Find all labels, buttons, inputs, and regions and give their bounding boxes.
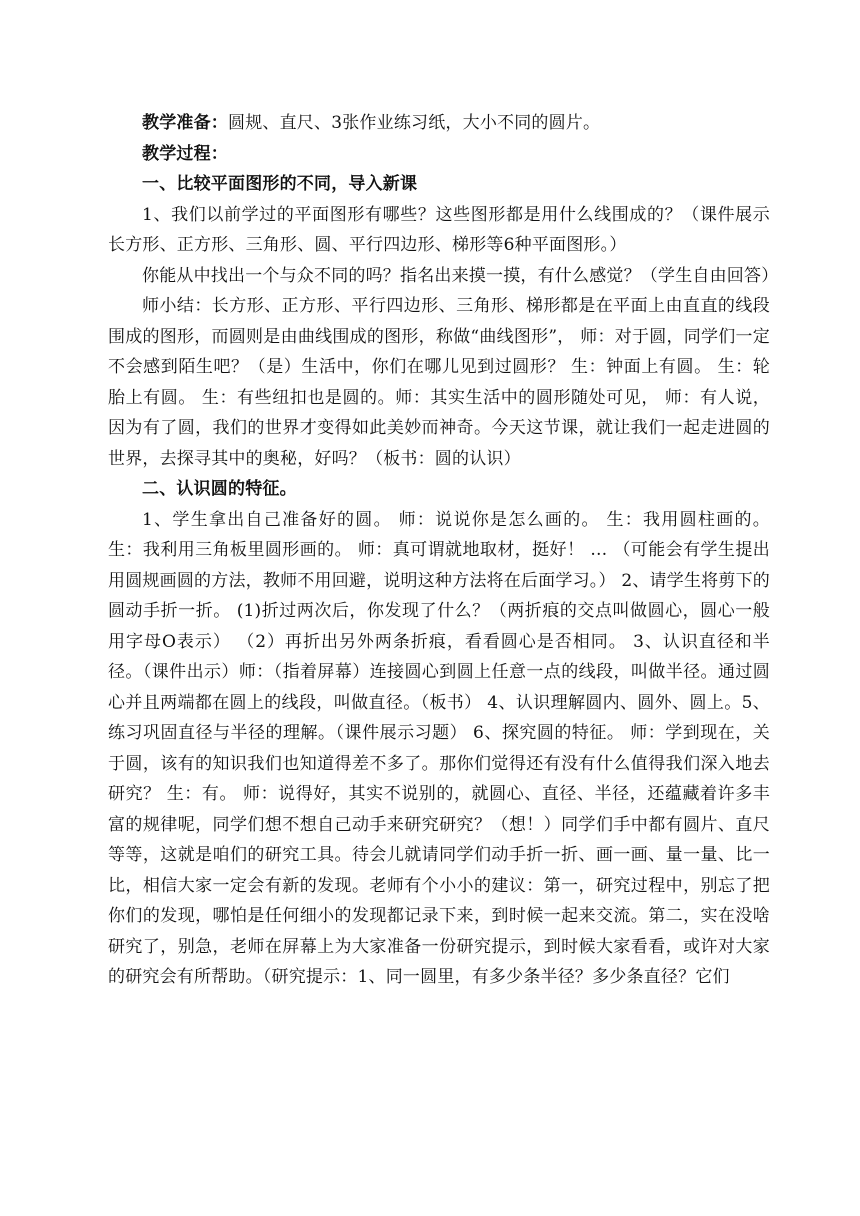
section-1-heading: 一、比较平面图形的不同，导入新课 bbox=[142, 174, 418, 194]
paragraph-1: 1、我们以前学过的平面图形有哪些？这些图形都是用什么线围成的？（课件展示长方形、正方形、三角形、圆、平行四边形、梯形等6种平面图形。） bbox=[108, 204, 770, 255]
preparation-text: 圆规、直尺、3张作业练习纸，大小不同的圆片。 bbox=[228, 113, 601, 133]
preparation-label: 教学准备： bbox=[142, 113, 228, 133]
section-2-heading: 二、认识圆的特征。 bbox=[142, 479, 297, 499]
paragraph-3: 师小结：长方形、正方形、平行四边形、三角形、梯形都是在平面上由直直的线段围成的图形，而圆则是由曲线围成的图形，称做“曲线图形”， 师：对于圆，同学们一定不会感到陌生吧？（是）生活中，你们在哪儿见到过圆形？ 生：钟面上有圆。 生：轮胎上有圆。 生：有些纽扣也是圆的。师：其实生活中的圆形随处可见， 师：有人说，因为有了圆，我们的世界才变得如此美妙而神奇。今天这节课，就让我们一起走进圆的世界，去探寻其中的奥秘，好吗？（板书：圆的认识） bbox=[108, 296, 770, 469]
teaching-process-label: 教学过程： bbox=[142, 143, 228, 164]
paragraph-2: 你能从中找出一个与众不同的吗？指名出来摸一摸，有什么感觉？（学生自由回答） bbox=[142, 265, 779, 286]
teaching-preparation bbox=[108, 108, 770, 139]
paragraph-4: 1、学生拿出自己准备好的圆。 师：说说你是怎么画的。 生：我用圆柱画的。 生：我利用三角板里圆形画的。 师：真可谓就地取材，挺好！ … （可能会有学生提出用圆规画圆的方法，教师不用回避，说明这种方法将在后面学习。） 2、请学生将剪下的圆动手折一折。 (1)折过两次后，你发现了什么？（两折痕的交点叫做圆心，圆心一般用字母O表示） （2）再折出另外两条折痕，看看圆心是否相同。 3、认识直径和半径。（课件出示）师：（指着屏幕）连接圆心到圆上任意一点的线段，叫做半径。通过圆心并且两端都在圆上的线段，叫做直径。（板书） 4、认识理解圆内、圆外、圆上。5、练习巩固直径与半径的理解。（课件展示习题） 6、探究圆的特征。 师：学到现在，关于圆，该有的知识我们也知道得差不多了。那你们觉得还有没有什么值得我们深入地去研究？ 生：有。 师：说得好，其实不说别的，就圆心、直径、半径，还蕴藏着许多丰富的规律呢，同学们想不想自己动手来研究研究？（想！）同学们手中都有圆片、直尺等等，这就是咱们的研究工具。待会儿就请同学们动手折一折、画一画、量一量、比一比，相信大家一定会有新的发现。老师有个小小的建议：第一，研究过程中，别忘了把你们的发现，哪怕是任何细小的发现都记录下来，到时候一起来交流。第二，实在没啥研究了，别急，老师在屏幕上为大家准备一份研究提示，到时候大家看看，或许对大家的研究会有所帮助。（研究提示：1、同一圆里，有多少条半径？多少条直径？它们 bbox=[108, 509, 770, 987]
document-page bbox=[108, 108, 779, 993]
